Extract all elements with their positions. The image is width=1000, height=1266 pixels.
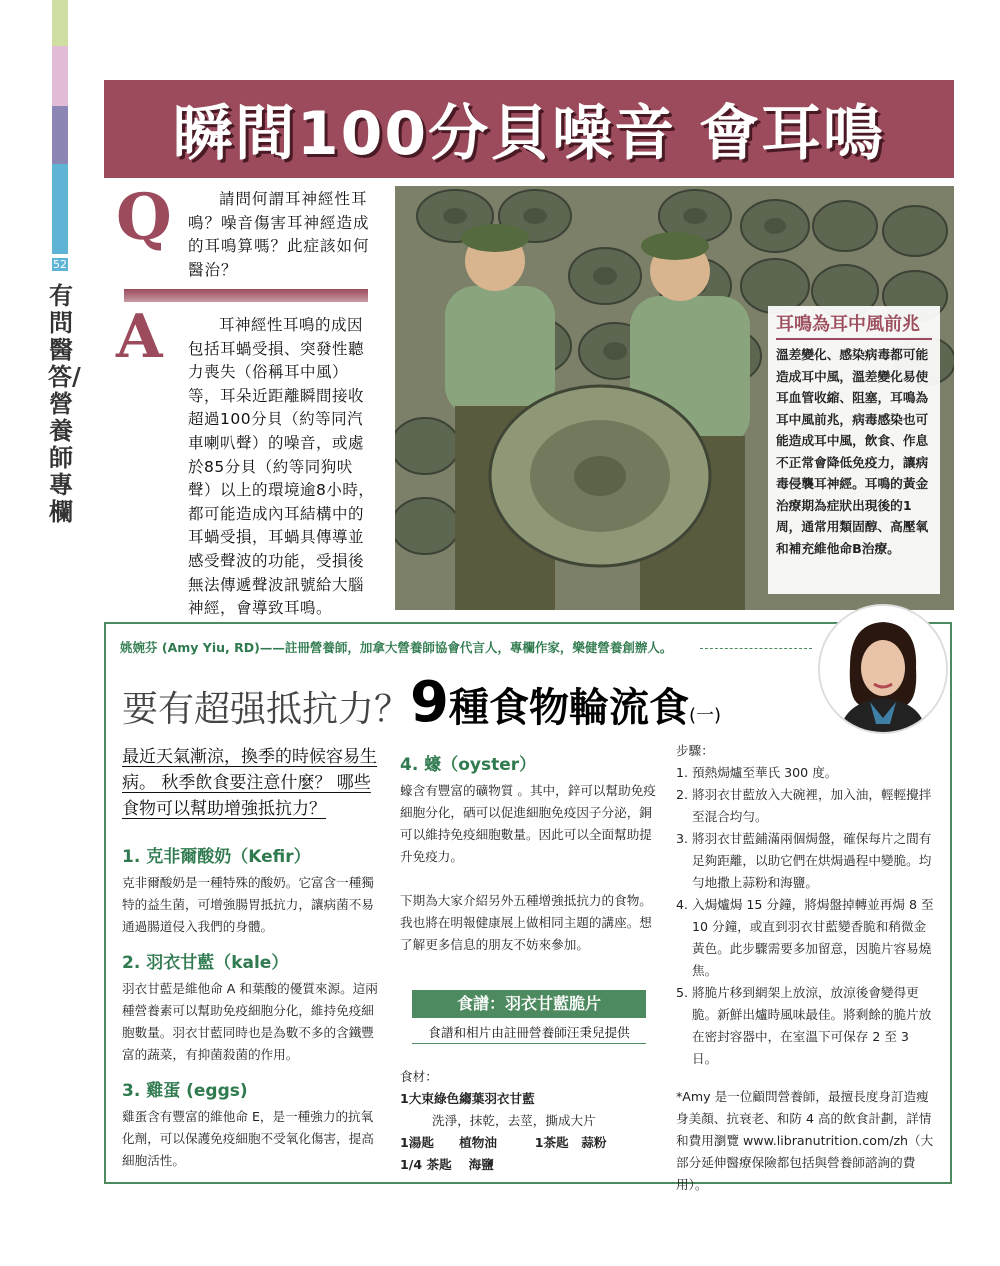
ingredient-line: 洗淨，抹乾，去莖，撕成大片 [432,1113,596,1128]
recipe-title: 食譜：羽衣甘藍脆片 [412,990,646,1018]
sidebox-title: 耳鳴為耳中風前兆 [776,310,932,340]
next-issue-text: 下期為大家介紹另外五種增強抵抗力的食物。我也將在明報健康展上做相同主題的講座。想了解更多信息的朋友不妨來參加。 [400,893,652,952]
food-text: 羽衣甘藍是維他命 A 和葉酸的優質來源。這兩種營養素可以幫助免疫細胞分化，維持免疫細胞數量。羽衣甘藍同時也是為數不多的含鐵豐富的蔬菜，有抑菌殺菌的作用。 [122,981,378,1062]
author-footnote: *Amy 是一位顧問營養師，最擅長度身訂造瘦身美顏、抗衰老、和防 4 高的飲食計劃，詳情和費用瀏覽 www.libranutrition.com/zh（大部分延伸醫療保險都包括與營養師諮詢的費用）。 [676,1089,934,1192]
article-title-number: 9 [410,670,449,735]
section-vertical-label: 有問醫答/營養師專欄 [48,281,81,526]
question-text: 請問何謂耳神經性耳鳴？噪音傷害耳神經造成的耳鳴算嗎？此症該如何醫治？ [188,190,370,279]
answer-text: 耳神經性耳鳴的成因包括耳蝸受損、突發性聽力喪失（俗稱耳中風）等，耳朵近距離瞬間接收超過100分貝（約等同汽車喇叭聲）的噪音，或處於85分貝（約等同狗吠聲）以上的環境逾8小時，都可能造成內耳結構中的耳蝸受損，耳蝸具傳導並感受聲波的功能，受損後無法傳遞聲波訊號給大腦神經，會導致耳鳴。 [188,316,375,618]
a-letter: A [116,302,163,372]
step-item: 2. 將羽衣甘藍放入大碗裡，加入油，輕輕攪拌至混合均勻。 [692,784,938,828]
ingredients-label: 食材： [400,1069,438,1084]
ingredients-block [400,1066,658,1176]
ingredient-line: 1/4 茶匙 海鹽 [400,1157,494,1172]
food-item-kefir [122,846,384,938]
food-item-eggs [122,1080,384,1172]
side-color-strip-pink [52,46,68,106]
article-intro: 最近天氣漸涼，換季的時候容易生病。 秋季飲食要注意什麼？ 哪些食物可以幫助增強抵抗力？ [122,747,377,819]
steps-list [676,762,938,1070]
byline-dash [700,648,812,649]
food-text: 蠔含有豐富的礦物質 。其中，鋅可以幫助免疫細胞分化，硒可以促進細胞免疫因子分泌，銅可以維持免疫細胞數量。因此可以全面幫助提升免疫力。 [400,783,656,864]
ingredient-line: 1大束綠色縐葉羽衣甘藍 [400,1091,535,1106]
qa-divider [124,289,368,302]
food-heading: 4. 蠔（oyster） [400,755,537,775]
side-color-strip-blue [52,164,68,254]
side-color-strip-green [52,0,68,46]
steps-label: 步驟： [676,743,714,758]
food-text: 克非爾酸奶是一種特殊的酸奶。它富含一種獨特的益生菌，可增強腸胃抵抗力，讓病菌不易通過腸道侵入我們的身體。 [122,875,374,934]
tinnitus-sidebox [768,306,940,594]
food-heading: 1. 克非爾酸奶（Kefir） [122,847,311,867]
ingredient-line: 1湯匙 植物油 1茶匙 蒜粉 [400,1135,607,1150]
article-title-part2: 種食物輪流食 [448,685,689,731]
step-item: 5. 將脆片移到網架上放涼，放涼後會變得更脆。新鮮出爐時風味最佳。將剩餘的脆片放在密封容器中，在室溫下可保存 2 至 3 日。 [692,982,938,1070]
sidebox-text: 溫差變化、感染病毒都可能造成耳中風，溫差變化易使耳血管收縮、阻塞，耳鳴為耳中風前兆，病毒感染也可能造成耳中風，飲食、作息不正常會降低免疫力，讓病毒侵襲耳神經。耳鳴的黃金治療期為症狀出現後的1周，通常用類固醇、高壓氧和補充維他命B治療。 [776,347,929,556]
article-title [122,670,721,735]
step-item: 4. 入焗爐焗 15 分鐘，將焗盤掉轉並再焗 8 至 10 分鐘，或直到羽衣甘藍變香脆和稍微金黃色。此步驟需要多加留意，因脆片容易燒焦。 [692,894,938,982]
food-item-kale [122,952,384,1066]
food-heading: 2. 羽衣甘藍（kale） [122,953,289,973]
food-text: 雞蛋含有豐富的維他命 E，是一種強力的抗氧化劑，可以保護免疫細胞不受氧化傷害，提高細胞活性。 [122,1109,374,1168]
step-item: 1. 預熱焗爐至華氏 300 度。 [692,762,938,784]
author-byline: 姚婉芬 (Amy Yiu, RD)——註冊營養師，加拿大營養師協會代言人，專欄作家，樂健營養創辦人。 [120,640,673,655]
article-title-part1: 要有超强抵抗力？ [122,689,411,730]
portrait-illustration [820,606,946,732]
author-portrait [818,604,948,734]
page-title: 瞬間100分貝噪音 會耳鳴 [172,99,886,169]
q-letter: Q [116,180,172,255]
header-banner [104,80,954,178]
article-title-part-number: (一) [688,705,722,726]
recipe-credit: 食譜和相片由註冊營養師汪秉兒提供 [412,1022,646,1044]
food-heading: 3. 雞蛋 (eggs) [122,1081,248,1101]
step-item: 3. 將羽衣甘藍鋪滿兩個焗盤，確保每片之間有足夠距離，以助它們在烘焗過程中變脆。均勻地撒上蒜粉和海鹽。 [692,828,938,894]
side-color-strip-purple [52,106,68,164]
recipe-steps [676,740,938,1070]
food-item-oyster [400,754,658,868]
page-number: 52 [53,258,67,271]
